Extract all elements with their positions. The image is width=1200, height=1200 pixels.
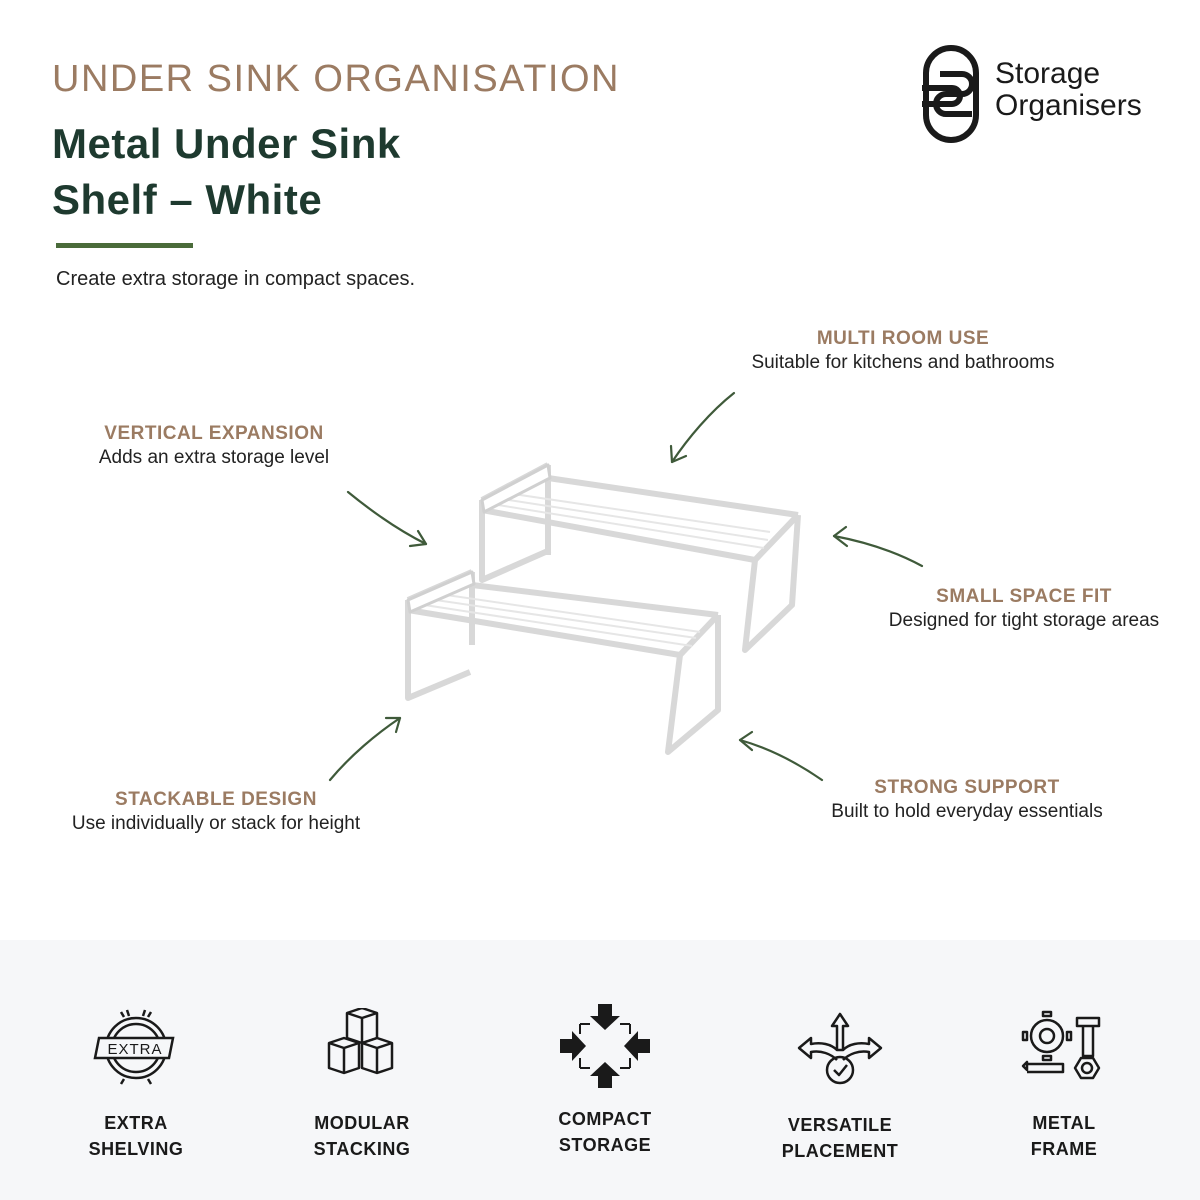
feature-label-line1: MODULAR (314, 1113, 410, 1133)
feature-label-line1: VERSATILE (787, 1115, 893, 1135)
feature-label-line1: COMPACT (558, 1109, 652, 1129)
callout-description: Suitable for kitchens and bathrooms (751, 352, 1055, 373)
feature-label-line1: EXTRA (104, 1113, 168, 1133)
callout-description: Adds an extra storage level (98, 447, 330, 468)
direction-arrows-check-icon (795, 1010, 885, 1090)
feature-label (26, 1110, 246, 1162)
feature-label-line2: STACKING (313, 1139, 411, 1159)
callout-description: Built to hold everyday essentials (831, 801, 1103, 822)
shelf-illustration (400, 460, 810, 760)
callout-description: Designed for tight storage areas (888, 610, 1160, 631)
extra-badge-icon (91, 1008, 181, 1088)
gear-bolt-icon (1019, 1008, 1109, 1088)
feature-label (252, 1110, 472, 1162)
lower-shelf (408, 572, 718, 752)
feature-label-line2: STORAGE (558, 1135, 652, 1155)
callout-description: Use individually or stack for height (71, 813, 361, 834)
title-line-2: Shelf – White (52, 176, 323, 223)
arrow-small-space (834, 527, 922, 566)
callout-heading: VERTICAL EXPANSION (104, 423, 324, 444)
logo-line-2: Organisers (995, 89, 1142, 122)
callout-heading: SMALL SPACE FIT (936, 586, 1112, 607)
feature-compact-storage (495, 1004, 715, 1158)
callout-heading: STACKABLE DESIGN (115, 789, 317, 810)
feature-label-line2: PLACEMENT (781, 1141, 899, 1161)
feature-metal-frame (954, 1008, 1174, 1162)
feature-label-line2: SHELVING (88, 1139, 184, 1159)
feature-label-line2: FRAME (1030, 1139, 1098, 1159)
feature-modular-stacking (252, 1008, 472, 1162)
arrow-stackable (330, 718, 400, 780)
badge-text: EXTRA (107, 1041, 163, 1058)
arrow-multi-room (671, 393, 734, 462)
callout-heading: STRONG SUPPORT (874, 777, 1060, 798)
feature-label (495, 1106, 715, 1158)
title-line-1: Metal Under Sink (52, 120, 401, 167)
stacked-cubes-icon (317, 1008, 407, 1088)
feature-label-line1: METAL (1032, 1113, 1096, 1133)
logo-line-1: Storage (995, 57, 1101, 90)
feature-extra-shelving (26, 1008, 246, 1162)
feature-label (954, 1110, 1174, 1162)
subtitle: Create extra storage in compact spaces. (56, 268, 416, 290)
eyebrow-heading: UNDER SINK ORGANISATION (52, 58, 620, 100)
compress-arrows-icon (560, 1004, 650, 1088)
feature-label (730, 1112, 950, 1164)
feature-versatile-placement (730, 1010, 950, 1164)
callout-heading: MULTI ROOM USE (816, 328, 990, 349)
